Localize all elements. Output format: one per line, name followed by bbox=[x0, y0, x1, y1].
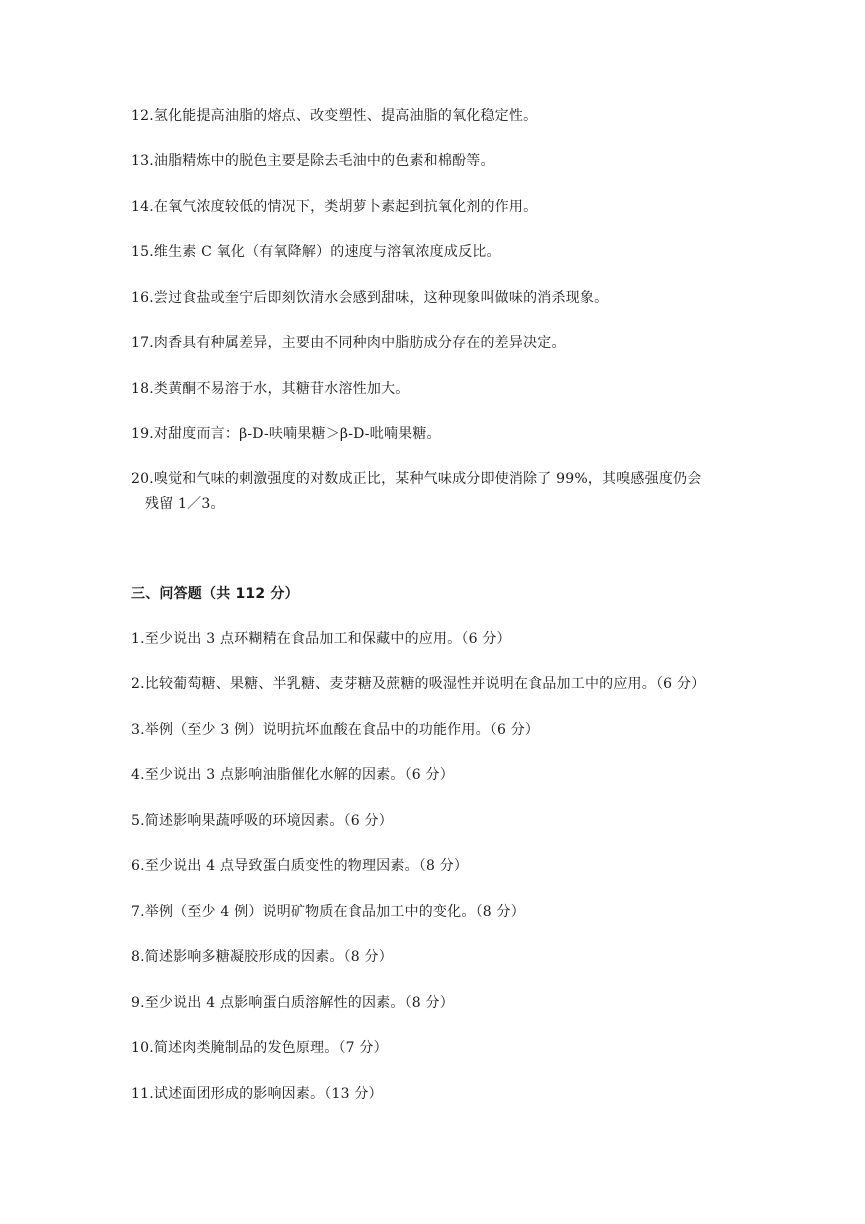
question-item-8: 8.简述影响多糖凝胶形成的因素。（8 分） bbox=[131, 949, 393, 965]
question-item-1: 1.至少说出 3 点环糊精在食品加工和保藏中的应用。（6 分） bbox=[131, 631, 511, 647]
question-item-4: 4.至少说出 3 点影响油脂催化水解的因素。（6 分） bbox=[131, 767, 454, 783]
question-item-5: 5.简述影响果蔬呼吸的环境因素。（6 分） bbox=[131, 813, 393, 829]
judge-item-20-text: 20.嗅觉和气味的刺激强度的对数成正比，某种气味成分即使消除了 99%，其嗅感强度仍会 bbox=[131, 471, 702, 487]
question-item-11: 11.试述面团形成的影响因素。（13 分） bbox=[131, 1086, 383, 1102]
judge-item-13: 13.油脂精炼中的脱色主要是除去毛油中的色素和棉酚等。 bbox=[131, 153, 495, 169]
judge-item-15: 15.维生素 C 氧化（有氧降解）的速度与溶氧浓度成反比。 bbox=[131, 244, 501, 260]
question-item-3: 3.举例（至少 3 例）说明抗坏血酸在食品中的功能作用。（6 分） bbox=[131, 722, 540, 738]
question-item-7: 7.举例（至少 4 例）说明矿物质在食品加工中的变化。（8 分） bbox=[131, 904, 525, 920]
judge-item-19: 19.对甜度而言：β-D-呋喃果糖＞β-D-吡喃果糖。 bbox=[131, 426, 441, 442]
question-item-10: 10.简述肉类腌制品的发色原理。（7 分） bbox=[131, 1040, 388, 1056]
judge-item-16: 16.尝过食盐或奎宁后即刻饮清水会感到甜味，这种现象叫做味的消杀现象。 bbox=[131, 290, 609, 306]
judge-item-17: 17.肉香具有种属差异，主要由不同种肉中脂肪成分存在的差异决定。 bbox=[131, 335, 566, 351]
judge-item-12: 12.氢化能提高油脂的熔点、改变塑性、提高油脂的氧化稳定性。 bbox=[131, 108, 538, 124]
judge-item-14: 14.在氧气浓度较低的情况下，类胡萝卜素起到抗氧化剂的作用。 bbox=[131, 199, 538, 215]
question-item-2: 2.比较葡萄糖、果糖、半乳糖、麦芽糖及蔗糖的吸湿性并说明在食品加工中的应用。（6 分） bbox=[131, 676, 706, 692]
section-heading: 三、问答题（共 112 分） bbox=[131, 586, 299, 602]
judge-item-18: 18.类黄酮不易溶于水，其糖苷水溶性加大。 bbox=[131, 381, 410, 397]
question-item-9: 9.至少说出 4 点影响蛋白质溶解性的因素。（8 分） bbox=[131, 995, 454, 1011]
question-item-6: 6.至少说出 4 点导致蛋白质变性的物理因素。（8 分） bbox=[131, 858, 469, 874]
judge-item-20-continuation: 残留 1／3。 bbox=[145, 496, 225, 512]
judge-item-20 bbox=[131, 467, 741, 517]
